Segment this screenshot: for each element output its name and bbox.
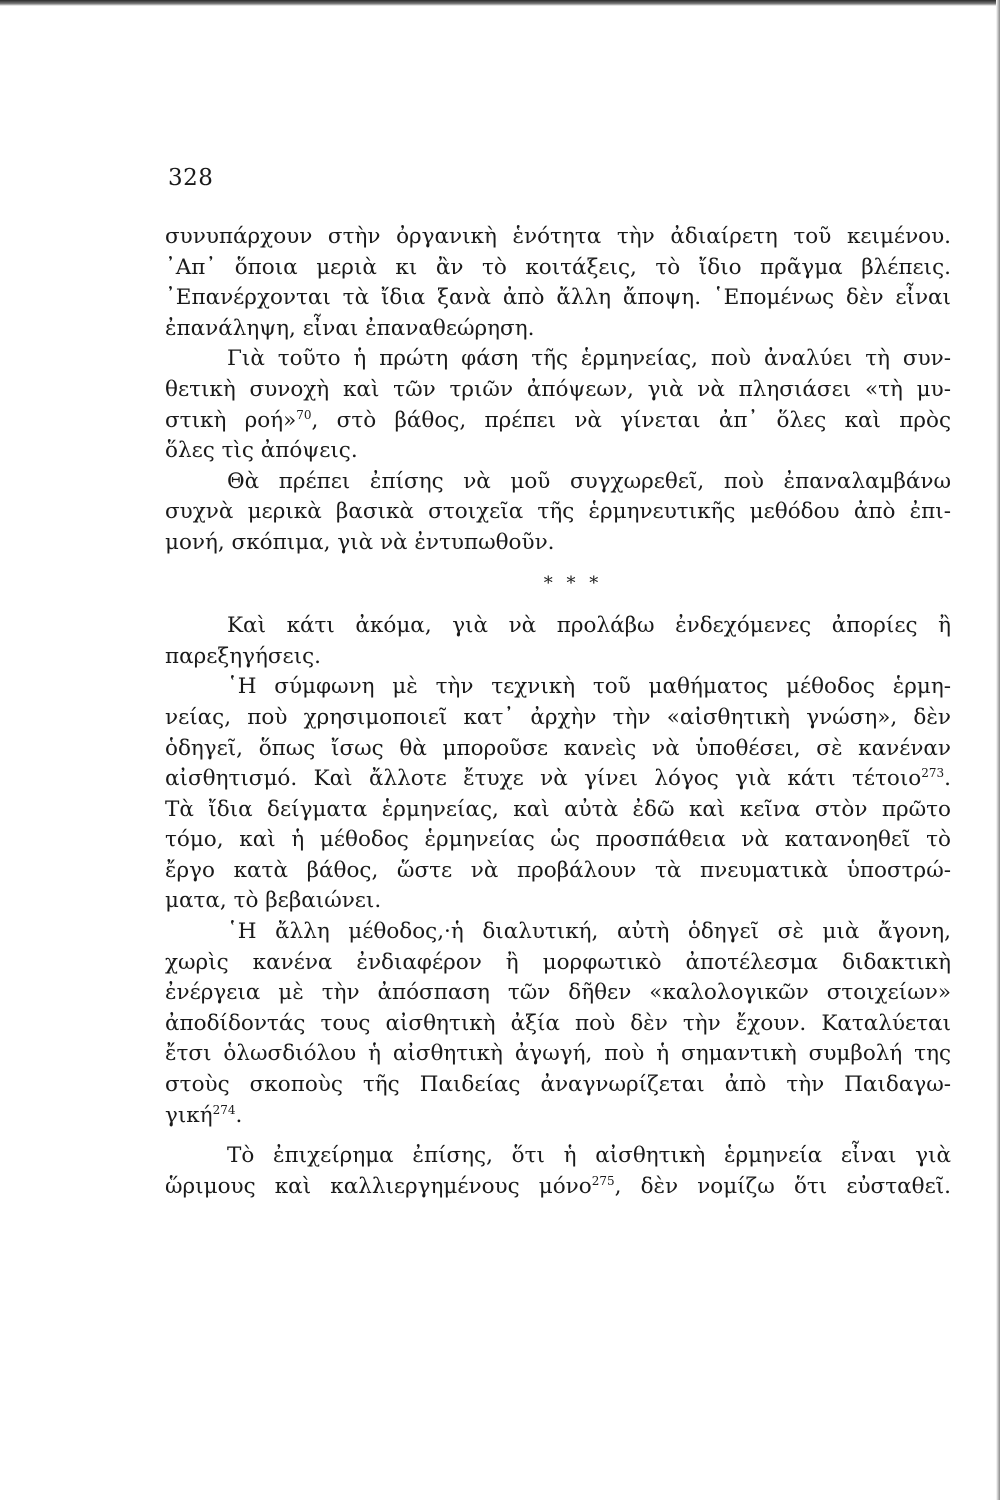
footnote-ref: 273 <box>921 766 945 781</box>
text-line: ἔργο κατὰ βάθος, ὥστε νὰ προβάλουν τὰ πνευματικὰ ὑποστρώ- <box>165 857 951 883</box>
text-line: ῾Η σύμφωνη μὲ τὴν τεχνικὴ τοῦ μαθήματος μέθοδος ἑρμη- <box>227 674 951 700</box>
text-line: Γιὰ τοῦτο ἡ πρώτη φάση τῆς ἑρμηνείας, ποὺ ἀναλύει τὴ συν- <box>227 346 951 372</box>
text-line: ἐπανάληψη, εἶναι ἐπαναθεώρηση. <box>165 315 535 341</box>
text-line: Τὸ ἐπιχείρημα ἐπίσης, ὅτι ἡ αἰσθητικὴ ἑρμηνεία εἶναι γιὰ <box>227 1143 951 1169</box>
text-line: μονή, σκόπιμα, γιὰ νὰ ἐντυπωθοῦν. <box>165 529 555 555</box>
text-run: αἰσθητισμό. Καὶ ἄλλοτε ἔτυχε νὰ γίνει λόγος γιὰ κάτι τέτοιο <box>165 766 922 792</box>
text-line <box>165 764 951 795</box>
text-run: , στὸ βάθος, πρέπει νὰ γίνεται ἀπ᾽ ὅλες καὶ πρὸς <box>311 407 951 433</box>
scan-edge-top <box>0 0 1000 6</box>
body-text <box>165 222 951 1202</box>
text-line: Τὰ ἴδια δείγματα ἑρμηνείας, καὶ αὐτὰ ἐδῶ καὶ κεῖνα στὸν πρῶτο <box>165 796 951 822</box>
text-line: νείας, ποὺ χρησιμοποιεῖ κατ᾽ ἀρχὴν τὴν «αἰσθητικὴ γνώση», δὲν <box>165 704 951 730</box>
section-break: * * * <box>543 572 603 594</box>
scan-edge-right <box>996 0 1000 1500</box>
text-line: τόμο, καὶ ἡ μέθοδος ἑρμηνείας ὡς προσπάθεια νὰ κατανοηθεῖ τὸ <box>165 827 951 853</box>
text-line: θετικὴ συνοχὴ καὶ τῶν τριῶν ἀπόψεων, γιὰ νὰ πλησιάσει «τὴ μυ- <box>165 376 951 402</box>
text-line: Καὶ κάτι ἀκόμα, γιὰ νὰ προλάβω ἐνδεχόμενες ἀπορίες ἢ <box>227 613 951 639</box>
text-line: παρεξηγήσεις. <box>165 643 322 669</box>
text-line: ῾Η ἄλλη μέθοδος,·ἡ διαλυτική, αὐτὴ ὁδηγεῖ σὲ μιὰ ἄγονη, <box>227 919 951 945</box>
text-line: Θὰ πρέπει ἐπίσης νὰ μοῦ συγχωρεθεῖ, ποὺ ἐπαναλαμβάνω <box>227 468 951 494</box>
text-line: χωρὶς κανένα ἐνδιαφέρον ἢ μορφωτικὸ ἀποτέλεσμα διδακτικὴ <box>165 949 951 975</box>
page-number: 328 <box>168 165 214 191</box>
text-run: γική <box>165 1102 213 1128</box>
text-run: , δὲν νομίζω ὅτι εὐσταθεῖ. <box>614 1173 951 1199</box>
text-line: ᾽Επανέρχονται τὰ ἴδια ξανὰ ἀπὸ ἄλλη ἄποψη. ῾Επομένως δὲν εἶναι <box>165 285 951 311</box>
text-run: ὥριμους καὶ καλλιεργημένους μόνο <box>165 1173 592 1199</box>
text-line <box>165 1172 951 1203</box>
text-line: συνυπάρχουν στὴν ὀργανικὴ ἑνότητα τὴν ἀδιαίρετη τοῦ κειμένου. <box>165 224 951 249</box>
text-line: στοὺς σκοποὺς τῆς Παιδείας ἀναγνωρίζεται ἀπὸ τὴν Παιδαγω- <box>165 1072 951 1098</box>
text-run: . <box>235 1102 243 1128</box>
text-line: συχνὰ μερικὰ βασικὰ στοιχεῖα τῆς ἑρμηνευτικῆς μεθόδου ἀπὸ ἐπι- <box>165 499 951 525</box>
footnote-ref: 70 <box>296 407 312 422</box>
text-line: ἔτσι ὁλωσδιόλου ἡ αἰσθητικὴ ἀγωγή, ποὺ ἡ σημαντικὴ συμβολή της <box>165 1041 951 1067</box>
text-line: ὁδηγεῖ, ὅπως ἴσως θὰ μποροῦσε κανεὶς νὰ ὑποθέσει, σὲ κανέναν <box>165 735 951 761</box>
text-line: ᾽Απ᾽ ὅποια μεριὰ κι ἂν τὸ κοιτάξεις, τὸ ἴδιο πρᾶγμα βλέπεις. <box>165 254 951 280</box>
text-line <box>165 406 951 437</box>
text-run: . <box>944 766 951 792</box>
text-line <box>165 1101 951 1132</box>
footnote-ref: 274 <box>212 1102 236 1117</box>
text-line: ἀποδίδοντάς τους αἰσθητικὴ ἀξία ποὺ δὲν τὴν ἔχουν. Καταλύεται <box>165 1010 951 1036</box>
text-line: ἐνέργεια μὲ τὴν ἀπόσπαση τῶν δῆθεν «καλολογικῶν στοιχείων» <box>165 980 951 1006</box>
text-line: ὅλες τὶς ἀπόψεις. <box>165 438 358 464</box>
footnote-ref: 275 <box>591 1173 615 1188</box>
text-run: στικὴ ροή» <box>165 407 297 433</box>
text-line: ματα, τὸ βεβαιώνει. <box>165 888 382 914</box>
